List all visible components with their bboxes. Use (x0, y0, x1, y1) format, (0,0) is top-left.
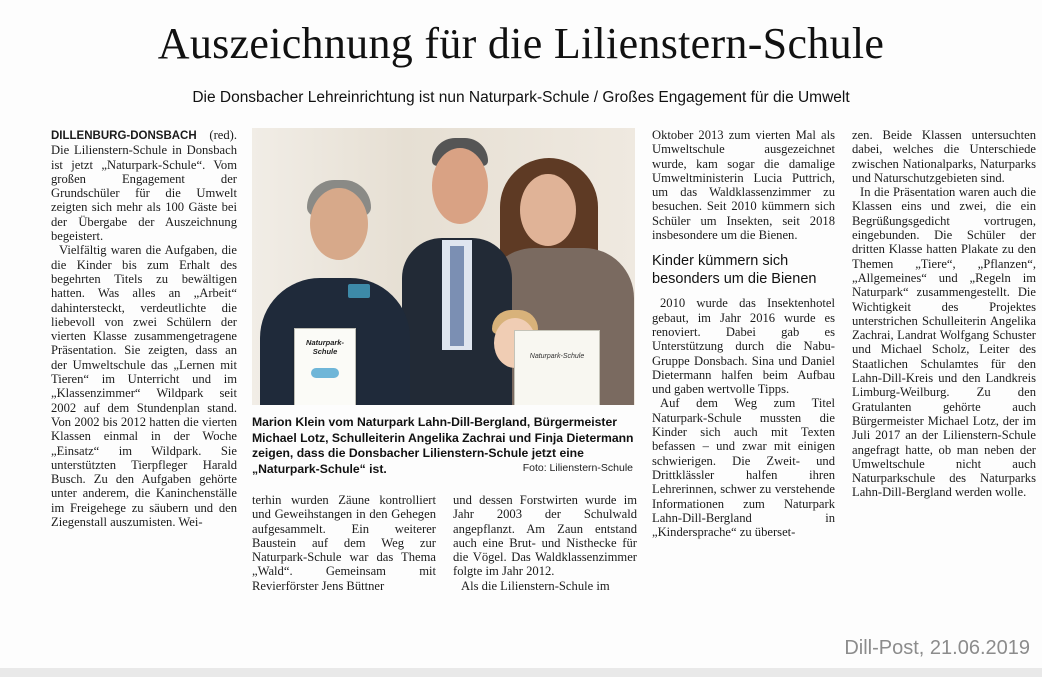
article-photo (252, 128, 635, 405)
subheadline: Die Donsbacher Lehreinrichtung ist nun Naturpark-Schule / Großes Engagement für die Umwelt (192, 89, 850, 106)
body-paragraph: In die Präsentation waren auch die Klassen eins und zwei, die ein Begrüßungsgedicht vortrugen, eingebunden. Die Schüler der dritten Klasse hatten Plakate zu den Themen „Tiere“, „Pflanzen“, „Allgemeines“ und „Regeln im Naturpark“ zusammengestellt. Die Wichtigkeit des Projektes unterstrichen Schulleiterin Angelika Zachrai, Landrat Wolfgang Schuster und Michael Scholz, Leiter des Staatlichen Schulamtes für den Lahn-Dill-Kreis und den Landkreis Limburg-Weilburg. Zu den Gratulanten gehörte auch Bürgermeister Michael Lotz, der im Juli 2017 an der Lilienstern-Schule angefragt hatte, ob man neben der Umweltschule nicht auch Naturparkschule des Naturparks Lahn-Dill-Bergland werden wolle. (852, 185, 1036, 500)
body-paragraph: und dessen Forstwirten wurde im Jahr 2003 der Schulwald angepflanzt. Am Zaun entstand auch eine Brut- und Nisthecke für die Vögel. Das Waldklassenzimmer folgte im Jahr 2012. (453, 493, 637, 579)
lead-paragraph (51, 128, 237, 243)
body-paragraph: Vielfältig waren die Aufgaben, die die Kinder bis zum Erhalt des begehrten Titels zu bewältigen hatten. Was alles an „Arbeit“ dahintersteckt, verdeutlichte die liebevoll von zwei Schülern der vierten Klasse zusammengetragene Präsentation. Sie zeigten, dass an der Umweltschule das „Lernen mit Tieren“ im Unterricht und im „Klassenzimmer“ Wildpark seit 2002 auf dem Stundenplan stand. Von 2002 bis 2012 hatten die vierten Klassen einmal in der Woche „Einsatz“ im Wildpark. Sie unterstützten Tierpfleger Harald Busch. Zu den Aufgaben gehörte unter anderem, die Kaninchenställe im Freigehege zu säubern und den Ziegenstall auszumisten. Wei- (51, 243, 237, 530)
naturpark-logo-icon (311, 368, 339, 378)
article-column-3-lower (453, 493, 637, 593)
person-face (520, 174, 576, 246)
photo-credit: Foto: Lilienstern-Schule (522, 462, 633, 474)
section-subheading: Kinder kümmern sich besonders um die Bienen (652, 253, 817, 288)
source-stamp: Dill-Post, 21.06.2019 (844, 637, 1030, 659)
body-paragraph: 2010 wurde das Insektenhotel gebaut, im Jahr 2016 wurde es renoviert. Dabei gab es Unterstützung durch die Nabu-Gruppe Donsbach. Sina und Daniel Dietermann halfen beim Aufbau und gaben wertvolle Tipps. (652, 296, 835, 397)
certificate-left (294, 328, 356, 405)
body-paragraph: Oktober 2013 zum vierten Mal als Umweltschule ausgezeichnet wurde, kam sogar die damalige Umweltministerin Lucia Puttrich, um das Waldklassenzimmer zu besuchen. Seit 2010 kümmern sich Schüler um Insekten, seit 2018 insbesondere um die Bienen. (652, 128, 835, 243)
certificate-right (514, 330, 600, 405)
article-column-2 (252, 493, 436, 593)
person-face (432, 148, 488, 224)
article-column-1 (51, 128, 237, 529)
certificate-title: Naturpark-Schule (529, 353, 585, 360)
headline: Auszeichnung für die Lilienstern-Schule (157, 19, 885, 68)
body-paragraph: terhin wurden Zäune kontrolliert und Geweihstangen in den Gehegen aufgesammelt. Ein weiterer Baustein auf dem Weg zur Naturpark-Schule war das Thema „Wald“. Gemeinsam mit Revierförster Jens Büttner (252, 493, 436, 593)
person-tie (450, 246, 464, 346)
person-face (310, 188, 368, 260)
body-paragraph: Als die Lilienstern-Schule im (461, 578, 610, 593)
certificate-title: Naturpark-Schule (306, 338, 344, 356)
body-paragraph: zen. Beide Klassen untersuchten dabei, welches die Unterschiede zwischen Nationalparks, Naturparks und Naturschutzgebieten sind. (852, 128, 1036, 185)
jacket-logo (348, 284, 370, 298)
dateline: DILLENBURG-DONSBACH (51, 130, 197, 142)
bottom-border (0, 668, 1042, 677)
lead-text: (red). Die Lilienstern-Schule in Donsbach ist jetzt „Naturpark-Schule“. Vom großen Engagement der Grundschüler für die Umwelt zeigten sich mehr als 100 Gäste bei der Übergabe der Auszeichnung begeistert. (51, 128, 237, 244)
article-column-4 (852, 128, 1036, 500)
article-column-3 (652, 128, 835, 539)
body-paragraph: Auf dem Weg zum Titel Naturpark-Schule mussten die Kinder sich auch mit Texten befassen – und zwar mit einigen schwierigen. Die Zweit- und Drittklässler halfen ihren Lehrerinnen, schwer zu verstehende Informationen zum Naturpark Lahn-Dill-Bergland in „Kindersprache“ zu überset- (652, 396, 835, 540)
photo-caption: Marion Klein vom Naturpark Lahn-Dill-Bergland, Bürgermeister Michael Lotz, Schulleiterin Angelika Zachrai und Finja Dietermann zeigen, dass die Donsbacher Lilienstern-Schule jetzt eine „Naturpark-Schule“ ist. (252, 415, 634, 476)
